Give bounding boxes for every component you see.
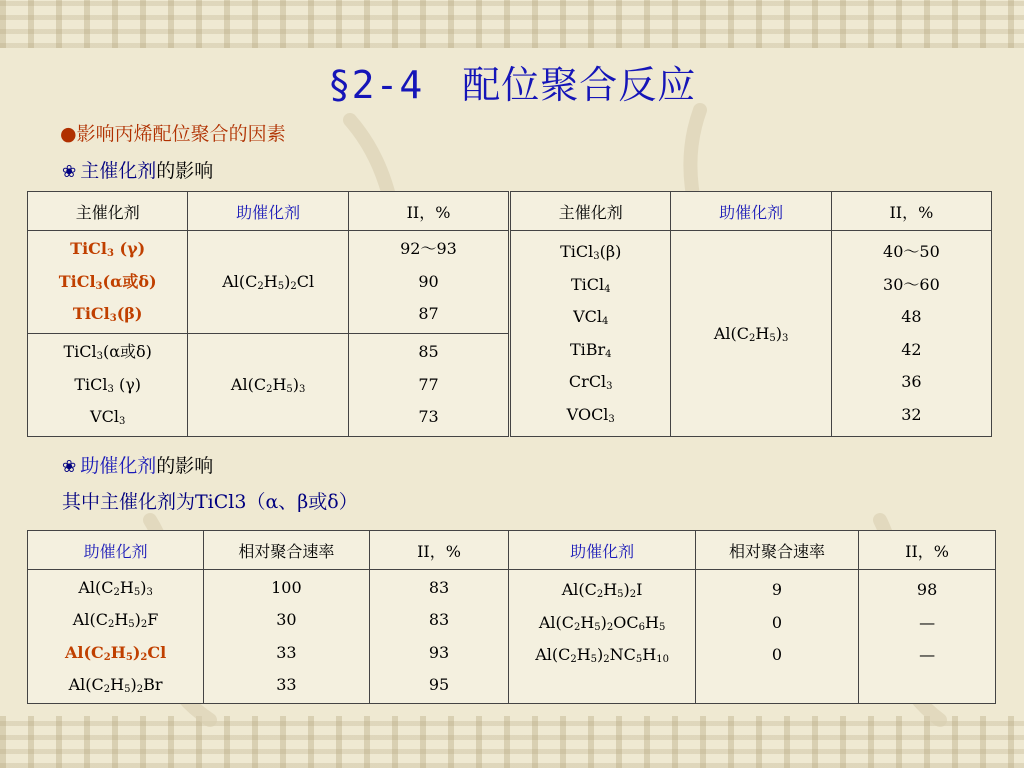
section-cocatalyst-heading: [62, 451, 213, 478]
catalyst-item: TiCl$_3$(β): [72, 304, 143, 325]
col-header: II，%: [348, 192, 509, 231]
main-catalyst-table: [27, 191, 992, 437]
ii-value: 90: [418, 271, 439, 291]
rate-value: 33: [276, 675, 297, 694]
ii-value: —: [919, 645, 936, 664]
col-header: 助催化剂: [509, 531, 695, 570]
arrow-bullet-icon: ❀: [62, 162, 77, 182]
rate-value: 33: [276, 642, 297, 662]
rate-cell: [695, 570, 858, 704]
cocatalyst-item: $Al(C_2H_5)_3$: [78, 577, 153, 598]
col-header: 助催化剂: [188, 192, 349, 231]
col-header: 助催化剂: [28, 531, 204, 570]
cocatalyst-item: $Al(C_2H_5)_2Cl$: [64, 642, 167, 663]
ii-value: 40～50: [883, 242, 940, 261]
catalyst-cell: [510, 231, 671, 437]
ii-value: 87: [418, 304, 439, 324]
rate-value: 30: [276, 610, 297, 629]
col-header: 相对聚合速率: [204, 531, 369, 570]
ii-value: 36: [901, 372, 922, 391]
ii-value: 32: [901, 404, 922, 424]
top-decorative-border: [0, 0, 1024, 48]
cocatalyst-item: $Al(C_2H_5)_2Br$: [68, 675, 163, 695]
ii-value: 48: [901, 307, 922, 326]
rate-cell: [204, 570, 369, 704]
section-main-catalyst-heading: [62, 156, 213, 183]
cocatalyst-cell: $Al(C_2H_5)_3$: [188, 334, 349, 437]
cocatalyst-cell: $Al(C_2H_5)_2Cl$: [188, 231, 349, 334]
catalyst-item: VCl$_4$: [573, 307, 609, 327]
bullet-icon: ●: [60, 123, 77, 145]
catalyst-cell: [28, 231, 188, 334]
slide-title: §2-4 配位聚合反应: [327, 63, 697, 107]
catalyst-item: VOCl$_3$: [566, 404, 615, 425]
col-header: 主催化剂: [28, 192, 188, 231]
rate-value: 9: [771, 580, 783, 599]
section-main-catalyst-rest: 的影响: [156, 160, 214, 182]
ii-value: 73: [418, 407, 439, 427]
catalyst-item: VCl$_3$: [90, 407, 126, 428]
ii-value: 77: [418, 374, 439, 394]
ii-value: 95: [428, 675, 450, 694]
subtitle-text: 影响丙烯配位聚合的因素: [76, 123, 286, 145]
table-row: [28, 231, 992, 334]
table-header-row: [28, 192, 992, 231]
catalyst-item: TiCl$_3$(α或δ): [63, 342, 152, 363]
section-cocatalyst-highlight: 助催化剂: [80, 455, 157, 477]
col-header: 主催化剂: [510, 192, 671, 231]
subtitle-factors: [60, 119, 286, 146]
catalyst-item: TiCl$_3$ (γ): [70, 239, 146, 260]
cocatalyst-table: [27, 530, 996, 704]
ii-value: 83: [428, 610, 450, 629]
cocatalyst-item: $Al(C_2H_5)_2F$: [72, 610, 159, 630]
ii-value: 42: [901, 339, 922, 359]
col-header: 助催化剂: [671, 192, 831, 231]
ii-value: 92～93: [400, 239, 457, 259]
catalyst-item: TiCl$_3$(α或δ): [58, 271, 157, 292]
ii-value: 30～60: [883, 274, 940, 294]
ii-value: 98: [916, 580, 938, 599]
catalyst-item: TiCl$_4$: [570, 274, 611, 295]
main-catalyst-note: 其中主催化剂为TiCl3（α、β或δ）: [62, 491, 358, 513]
rate-value: 100: [271, 577, 302, 597]
ii-cell: [369, 570, 509, 704]
catalyst-item: TiCl$_3$(β): [560, 242, 622, 262]
rate-value: 0: [771, 645, 783, 664]
catalyst-item: TiBr$_4$: [569, 339, 612, 360]
col-header: II，%: [831, 192, 991, 231]
table-header-row: [28, 531, 996, 570]
ii-cell: [348, 231, 509, 334]
catalyst-item: CrCl$_3$: [568, 372, 613, 392]
cocatalyst-item: $Al(C_2H_5)_2OC_6H_5$: [538, 612, 666, 633]
cocatalyst-cell: [28, 570, 204, 704]
section-cocatalyst-rest: 的影响: [156, 455, 214, 477]
cocatalyst-cell: [509, 570, 695, 704]
catalyst-item: TiCl$_3$ (γ): [74, 374, 142, 395]
cocatalyst-item: $Al(C_2H_5)_2I$: [561, 580, 643, 600]
ii-cell: [859, 570, 996, 704]
ii-cell: [348, 334, 509, 437]
col-header: II，%: [369, 531, 509, 570]
ii-value: 85: [418, 342, 439, 362]
cocatalyst-cell: $Al(C_2H_5)_3$: [671, 231, 831, 437]
col-header: 相对聚合速率: [695, 531, 858, 570]
rate-value: 0: [771, 612, 783, 632]
bottom-decorative-border: [0, 716, 1024, 768]
arrow-bullet-icon: ❀: [62, 457, 77, 477]
ii-value: 83: [428, 577, 450, 597]
ii-value: —: [919, 612, 936, 632]
ii-value: 93: [428, 642, 450, 662]
table-row: [28, 570, 996, 704]
cocatalyst-item: $Al(C_2H_5)_2NC_5H_{10}$: [535, 645, 669, 665]
ii-cell: [831, 231, 991, 437]
section-main-catalyst-highlight: 主催化剂: [80, 160, 157, 182]
col-header: II，%: [859, 531, 996, 570]
catalyst-cell: [28, 334, 188, 437]
